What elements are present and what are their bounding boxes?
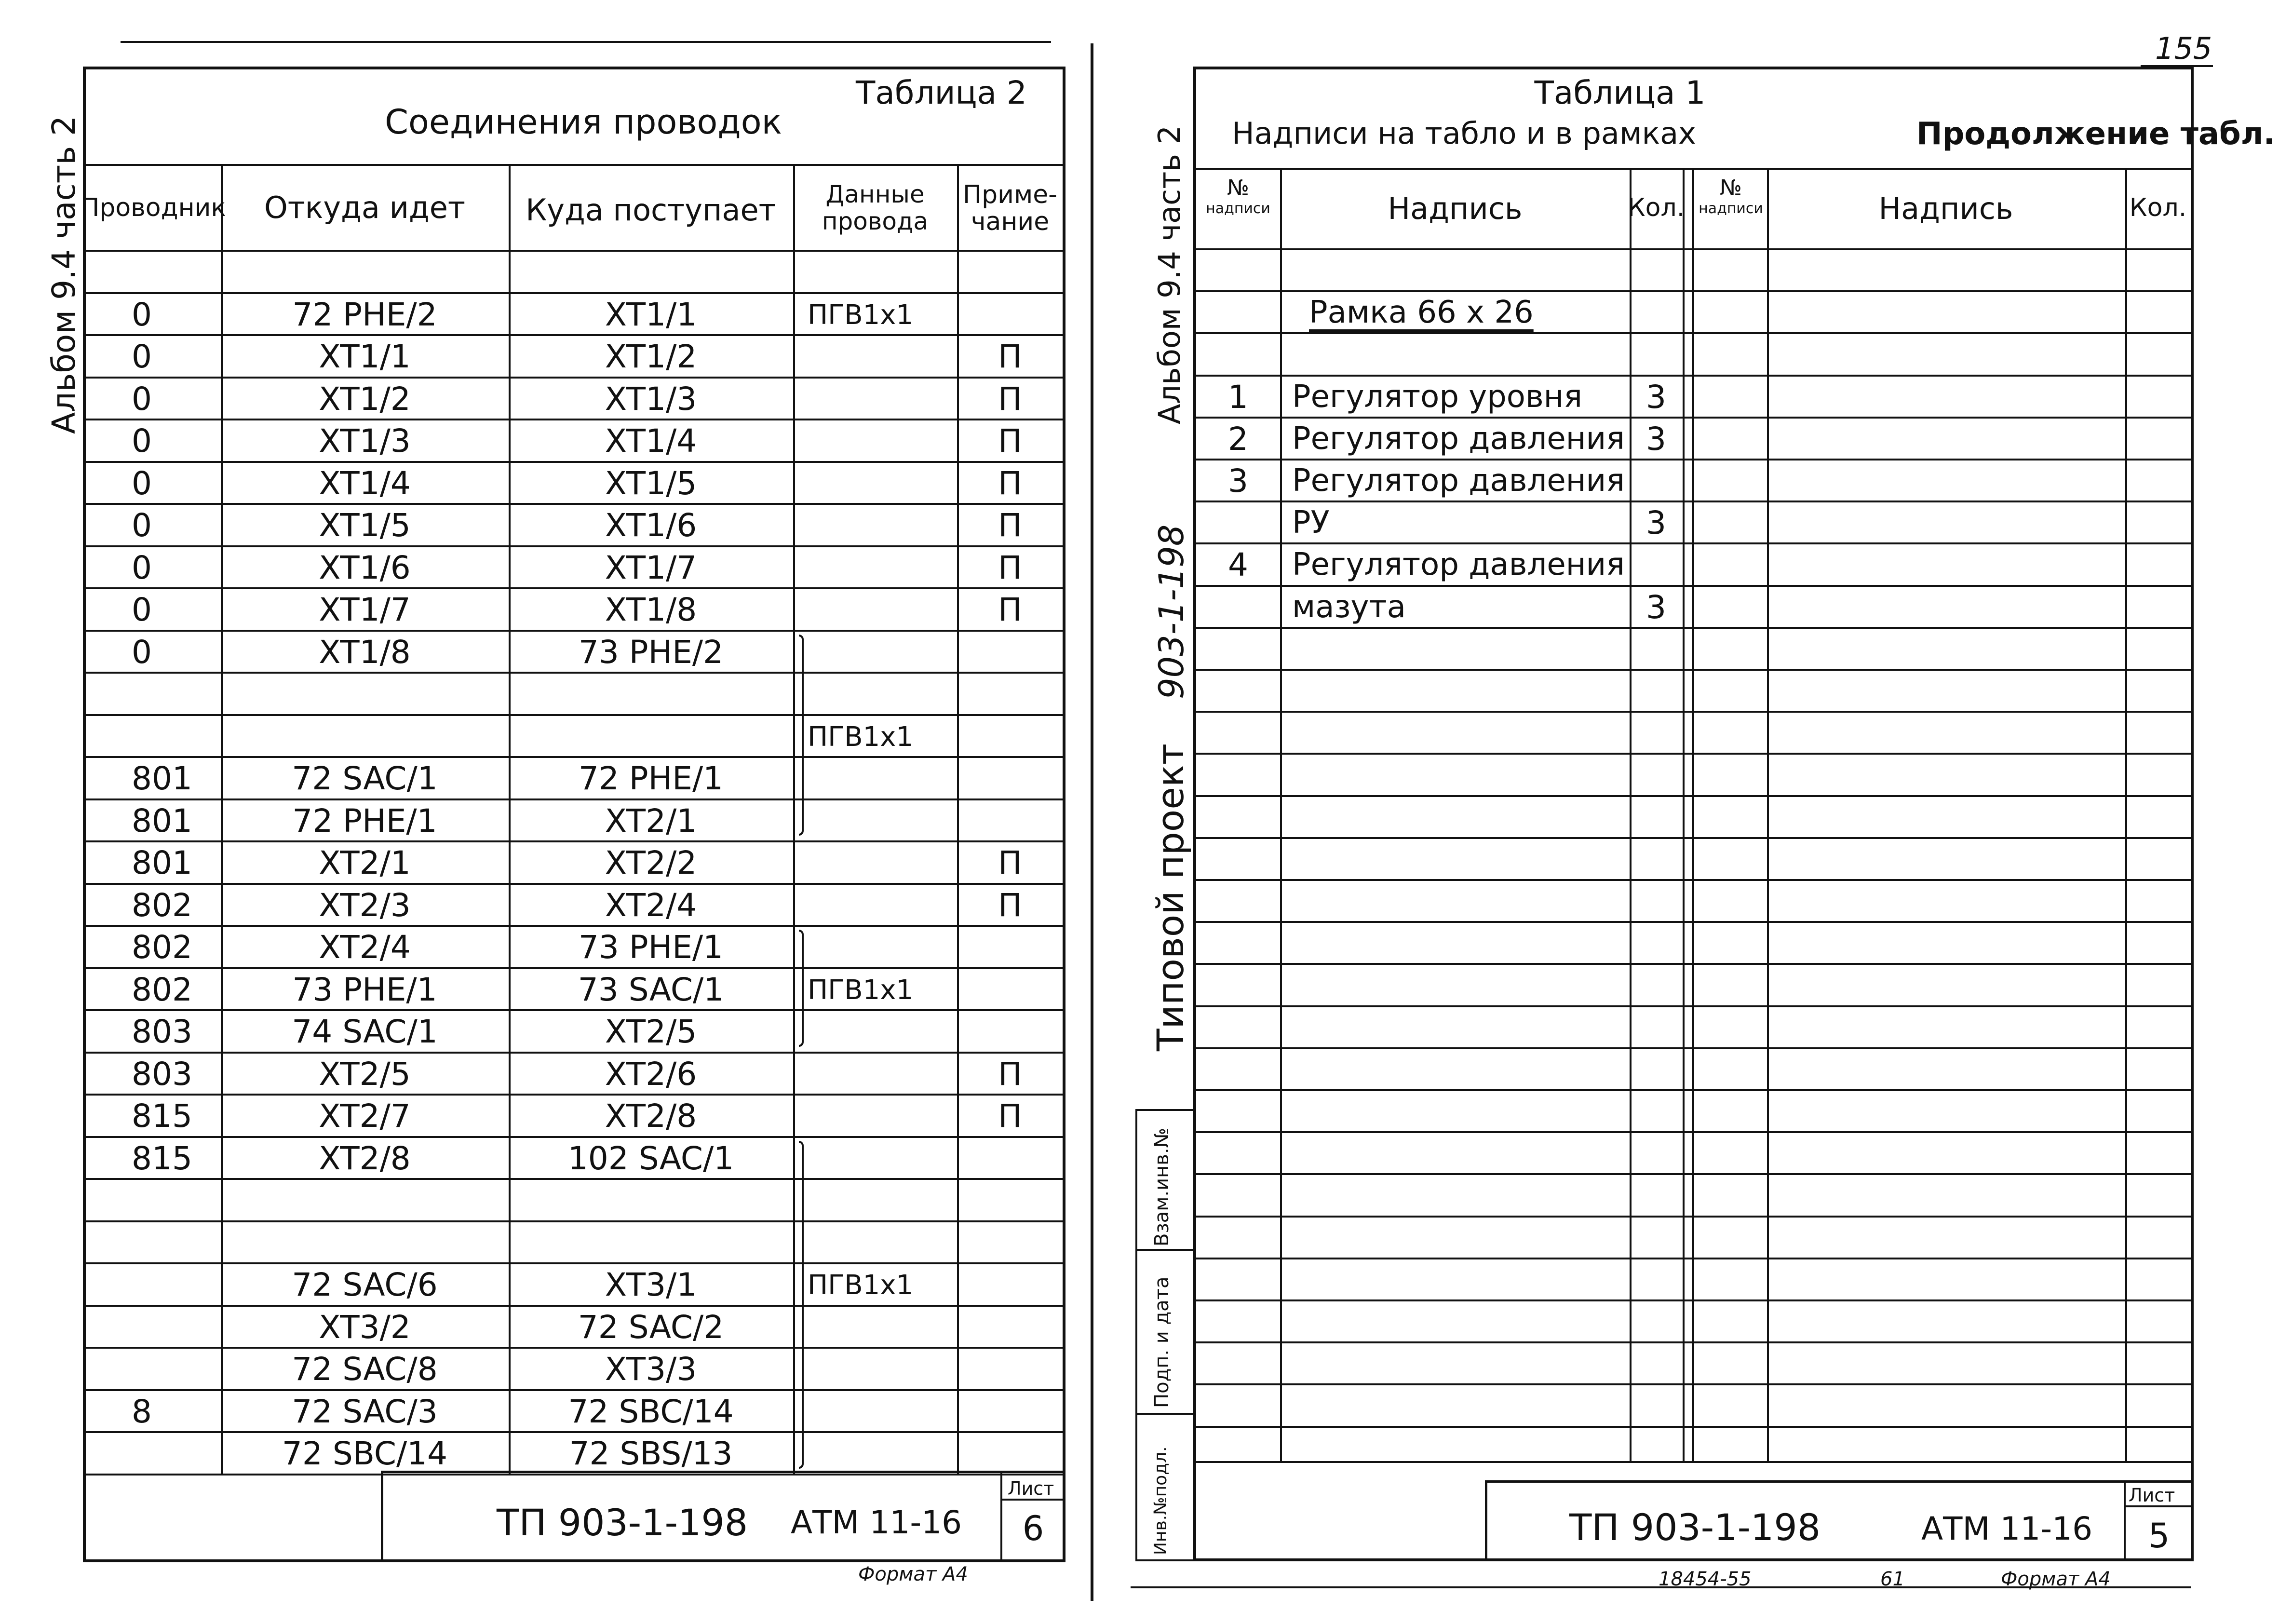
right-col-line-4	[1692, 168, 1694, 1461]
left-row-line	[86, 1220, 1063, 1222]
left-stamp-sheet-number: 6	[1022, 1509, 1044, 1548]
header-to: Куда поступает	[526, 192, 776, 228]
cell-conductor: 0	[132, 549, 152, 586]
cell-from: 72 SAC/6	[292, 1266, 438, 1303]
right-format: Формат А4	[2001, 1568, 2111, 1590]
cell-from: XT1/3	[319, 422, 411, 460]
cell-from: XT1/8	[319, 633, 411, 671]
right-row-line	[1196, 1047, 2191, 1049]
cell-to: 73 SAC/1	[578, 971, 724, 1008]
right-stamp-doc: ТП 903-1-198	[1569, 1506, 1821, 1549]
right-stamp-sheet-label: Лист	[2129, 1485, 2175, 1506]
cell-from: XT2/7	[319, 1097, 411, 1135]
cell-note: П	[998, 1097, 1022, 1135]
cell-conductor: 801	[132, 760, 192, 797]
left-col-line-1	[221, 164, 223, 1474]
right-row-line	[1196, 669, 2191, 671]
right-row-line	[1196, 1383, 2191, 1385]
right-row-line	[1196, 501, 2191, 502]
cell-from: 72 SBC/14	[282, 1435, 448, 1472]
cell-conductor: 0	[132, 338, 152, 375]
cell-to: XT2/4	[605, 886, 697, 924]
cell-conductor: 815	[132, 1097, 192, 1135]
cell-conductor: 0	[132, 591, 152, 628]
left-row-line	[86, 419, 1063, 420]
header-num-word-1: надписи	[1206, 200, 1270, 217]
cell-from: XT1/1	[319, 338, 411, 375]
cell-from: XT2/1	[319, 844, 411, 881]
right-row-line	[1196, 711, 2191, 713]
left-row-line	[86, 1009, 1063, 1011]
right-row-line	[1196, 290, 2191, 292]
label-number: 2	[1228, 420, 1248, 458]
cell-to: XT1/7	[605, 549, 697, 586]
label-text: РУ	[1292, 505, 1330, 541]
left-row-line	[86, 461, 1063, 463]
cell-from: XT2/8	[319, 1139, 411, 1177]
right-row-line	[1196, 753, 2191, 755]
left-frame	[83, 67, 1065, 1562]
cell-conductor: 0	[132, 380, 152, 418]
left-col-line-2	[509, 164, 511, 1474]
header-note-1: Приме-	[963, 180, 1057, 209]
cell-note: П	[998, 844, 1022, 881]
cell-conductor: 803	[132, 1055, 192, 1093]
cell-note: П	[998, 464, 1022, 502]
cell-to: XT2/1	[605, 802, 697, 839]
right-stamp-divider	[2124, 1480, 2126, 1561]
right-row-line	[1196, 417, 2191, 419]
label-text: Регулятор давления	[1292, 463, 1625, 499]
cell-to: 72 SAC/2	[578, 1308, 724, 1346]
page-number: 155	[2155, 31, 2212, 66]
cell-to: XT2/5	[605, 1013, 697, 1050]
left-row-line	[86, 377, 1063, 379]
header-num-symbol-2: №	[1720, 176, 1742, 200]
right-table-title: Надписи на табло и в рамках	[1232, 116, 1696, 151]
frame-size-label: Рамка 66 x 26	[1309, 295, 1534, 331]
cell-to: XT1/1	[605, 296, 697, 333]
header-qty-2: Кол.	[2129, 193, 2187, 222]
right-side-divider-2	[1135, 1413, 1193, 1415]
cell-from: 74 SAC/1	[292, 1013, 438, 1050]
right-row-line	[1196, 1258, 2191, 1259]
right-row-line	[1196, 1341, 2191, 1343]
right-stamp-side-1: Инв.№подл.	[1151, 1446, 1171, 1555]
right-continuation-label: Продолжение табл.	[1916, 116, 2275, 152]
cell-note: П	[998, 1055, 1022, 1093]
cell-from: XT1/5	[319, 507, 411, 544]
right-row-line	[1196, 1005, 2191, 1007]
cell-from: XT2/3	[319, 886, 411, 924]
right-side-code: 903-1-198	[1152, 524, 1191, 699]
label-number: 1	[1228, 378, 1248, 416]
right-row-line	[1196, 627, 2191, 629]
label-text: Регулятор давления	[1292, 547, 1625, 583]
label-number: 3	[1228, 462, 1248, 500]
cell-to: 73 PHE/1	[578, 929, 724, 966]
label-text: мазута	[1292, 589, 1406, 625]
left-header-bottom-line	[86, 250, 1063, 252]
cell-from: 72 PHE/1	[292, 802, 437, 839]
cell-from: XT1/7	[319, 591, 411, 628]
label-text: Регулятор давления	[1292, 420, 1625, 457]
left-row-line	[86, 798, 1063, 800]
label-number: 4	[1228, 546, 1248, 584]
cell-conductor: 0	[132, 296, 152, 333]
left-row-line	[86, 1347, 1063, 1349]
cell-from: XT2/4	[319, 929, 411, 966]
right-side-divider-1	[1135, 1249, 1193, 1251]
header-qty-1: Кол.	[1627, 193, 1685, 222]
right-stamp-side-3: Взам.инв.№	[1151, 1127, 1173, 1246]
left-table-label: Таблица 2	[856, 74, 1027, 111]
cell-to: 72 PHE/1	[578, 760, 724, 797]
right-row-line	[1196, 542, 2191, 544]
left-stamp-divider	[1000, 1471, 1002, 1562]
wire-group-brace	[799, 930, 804, 1047]
right-row-line	[1196, 837, 2191, 839]
right-stamp-sheet-number: 5	[2148, 1516, 2170, 1556]
right-col-line-3	[1683, 168, 1685, 1461]
label-qty: 3	[1646, 588, 1666, 626]
left-row-line	[86, 925, 1063, 927]
cell-note: П	[998, 380, 1022, 418]
cell-wire: ПГВ1х1	[808, 299, 914, 331]
cell-conductor: 801	[132, 844, 192, 881]
cell-conductor: 803	[132, 1013, 192, 1050]
cell-note: П	[998, 591, 1022, 628]
right-row-line	[1196, 795, 2191, 797]
right-footer-mid: 61	[1880, 1568, 1905, 1590]
cell-conductor: 0	[132, 422, 152, 460]
cell-note: П	[998, 507, 1022, 544]
cell-to: XT1/5	[605, 464, 697, 502]
left-row-line	[86, 1389, 1063, 1391]
cell-from: 72 PHE/2	[292, 296, 437, 333]
right-row-line	[1196, 1426, 2191, 1428]
right-row-line	[1196, 1216, 2191, 1218]
right-stamp-side-2: Подп. и дата	[1151, 1276, 1173, 1408]
right-row-line	[1196, 375, 2191, 377]
label-text: Регулятор уровня	[1292, 379, 1582, 415]
header-num-symbol-1: №	[1227, 176, 1249, 200]
cell-from: XT1/2	[319, 380, 411, 418]
left-row-line	[86, 756, 1063, 758]
left-col-line-4	[957, 164, 959, 1474]
cell-to: XT2/2	[605, 844, 697, 881]
cell-conductor: 802	[132, 886, 192, 924]
right-col-line-2	[1630, 168, 1632, 1461]
header-num-word-2: надписи	[1699, 200, 1763, 217]
right-table-label: Таблица 1	[1534, 74, 1706, 111]
cell-conductor: 801	[132, 802, 192, 839]
right-footer-number: 18454-55	[1659, 1568, 1752, 1590]
right-side-project: Альбом 9.4 часть 2	[1152, 125, 1187, 424]
right-stamp-code: АТМ 11-16	[1921, 1510, 2093, 1547]
header-conductor: Проводник	[81, 193, 226, 222]
cell-to: XT1/6	[605, 507, 697, 544]
header-from: Откуда идет	[264, 190, 466, 225]
cell-wire: ПГВ1х1	[808, 721, 914, 753]
left-row-line	[86, 587, 1063, 589]
wire-group-brace	[799, 635, 804, 836]
left-row-line	[86, 503, 1063, 505]
cell-conductor: 0	[132, 633, 152, 671]
cell-from: 73 PHE/1	[292, 971, 437, 1008]
cell-from: 72 SAC/8	[292, 1351, 438, 1388]
right-row-line	[1196, 332, 2191, 334]
fold-line	[1091, 43, 1093, 1601]
right-side-title: Типовой проект	[1149, 743, 1192, 1051]
right-col-line-6	[2125, 168, 2127, 1461]
cell-to: XT3/3	[605, 1351, 697, 1388]
left-format: Формат А4	[858, 1563, 968, 1585]
cell-to: XT2/6	[605, 1055, 697, 1093]
right-row-line	[1196, 879, 2191, 881]
cell-conductor: 815	[132, 1139, 192, 1177]
right-row-line	[1196, 1299, 2191, 1301]
label-qty: 3	[1646, 420, 1666, 458]
label-qty: 3	[1646, 504, 1666, 542]
left-row-line	[86, 672, 1063, 674]
left-row-line	[86, 630, 1063, 632]
cell-to: XT1/4	[605, 422, 697, 460]
left-row-line	[86, 1052, 1063, 1054]
cell-to: XT1/2	[605, 338, 697, 375]
right-body-bottom-line	[1196, 1461, 2191, 1463]
left-stamp-doc: ТП 903-1-198	[497, 1501, 748, 1544]
cell-conductor: 0	[132, 464, 152, 502]
cell-wire: ПГВ1х1	[808, 974, 914, 1006]
cell-from: XT2/5	[319, 1055, 411, 1093]
right-row-line	[1196, 1089, 2191, 1091]
right-row-line	[1196, 921, 2191, 923]
cell-from: 72 SAC/1	[292, 760, 438, 797]
header-wire-2: провода	[822, 207, 929, 235]
header-text-2: Надпись	[1878, 191, 2013, 226]
right-col-line-1	[1280, 168, 1282, 1461]
left-top-edge	[121, 41, 1051, 43]
cell-to: XT2/8	[605, 1097, 697, 1135]
left-stamp-code: АТМ 11-16	[791, 1504, 962, 1541]
right-row-line	[1196, 1173, 2191, 1175]
cell-to: XT1/3	[605, 380, 697, 418]
cell-note: П	[998, 422, 1022, 460]
cell-to: 72 SBS/13	[569, 1435, 733, 1472]
cell-conductor: 0	[132, 507, 152, 544]
left-row-line	[86, 1178, 1063, 1180]
cell-note: П	[998, 549, 1022, 586]
cell-conductor: 802	[132, 929, 192, 966]
left-row-line	[86, 967, 1063, 969]
left-table-title: Соединения проводок	[385, 102, 782, 142]
right-row-line	[1196, 1131, 2191, 1133]
left-row-line	[86, 334, 1063, 336]
cell-to: 102 SAC/1	[567, 1139, 734, 1177]
left-row-line	[86, 1094, 1063, 1096]
cell-from: XT3/2	[319, 1308, 411, 1346]
right-row-line	[1196, 963, 2191, 965]
cell-note: П	[998, 338, 1022, 375]
cell-to: XT1/8	[605, 591, 697, 628]
cell-to: 73 PHE/2	[578, 633, 724, 671]
left-stamp-sheet-label: Лист	[1008, 1478, 1054, 1499]
left-row-line	[86, 1262, 1063, 1264]
header-text-1: Надпись	[1388, 191, 1523, 226]
header-note-2: чание	[971, 207, 1050, 236]
right-row-line	[1196, 459, 2191, 460]
left-row-line	[86, 714, 1063, 716]
left-header-top-line	[86, 164, 1063, 166]
left-row-line	[86, 883, 1063, 885]
cell-conductor: 802	[132, 971, 192, 1008]
right-row-line	[1196, 585, 2191, 587]
left-row-line	[86, 545, 1063, 547]
left-row-line	[86, 1305, 1063, 1307]
label-qty: 3	[1646, 378, 1666, 416]
left-row-line	[86, 840, 1063, 842]
left-side-label: Альбом 9.4 часть 2	[45, 115, 82, 434]
cell-to: 72 SBC/14	[568, 1393, 734, 1430]
cell-conductor: 8	[132, 1393, 152, 1430]
cell-wire: ПГВ1х1	[808, 1270, 914, 1301]
wire-group-brace	[799, 1141, 804, 1469]
cell-from: XT1/6	[319, 549, 411, 586]
left-row-line	[86, 1431, 1063, 1433]
cell-from: 72 SAC/3	[292, 1393, 438, 1430]
header-wire-1: Данные	[825, 180, 925, 208]
cell-from: XT1/4	[319, 464, 411, 502]
cell-to: XT3/1	[605, 1266, 697, 1303]
right-col-line-5	[1767, 168, 1769, 1461]
cell-note: П	[998, 886, 1022, 924]
left-col-line-3	[793, 164, 795, 1474]
left-row-line	[86, 1136, 1063, 1138]
left-row-line	[86, 292, 1063, 294]
